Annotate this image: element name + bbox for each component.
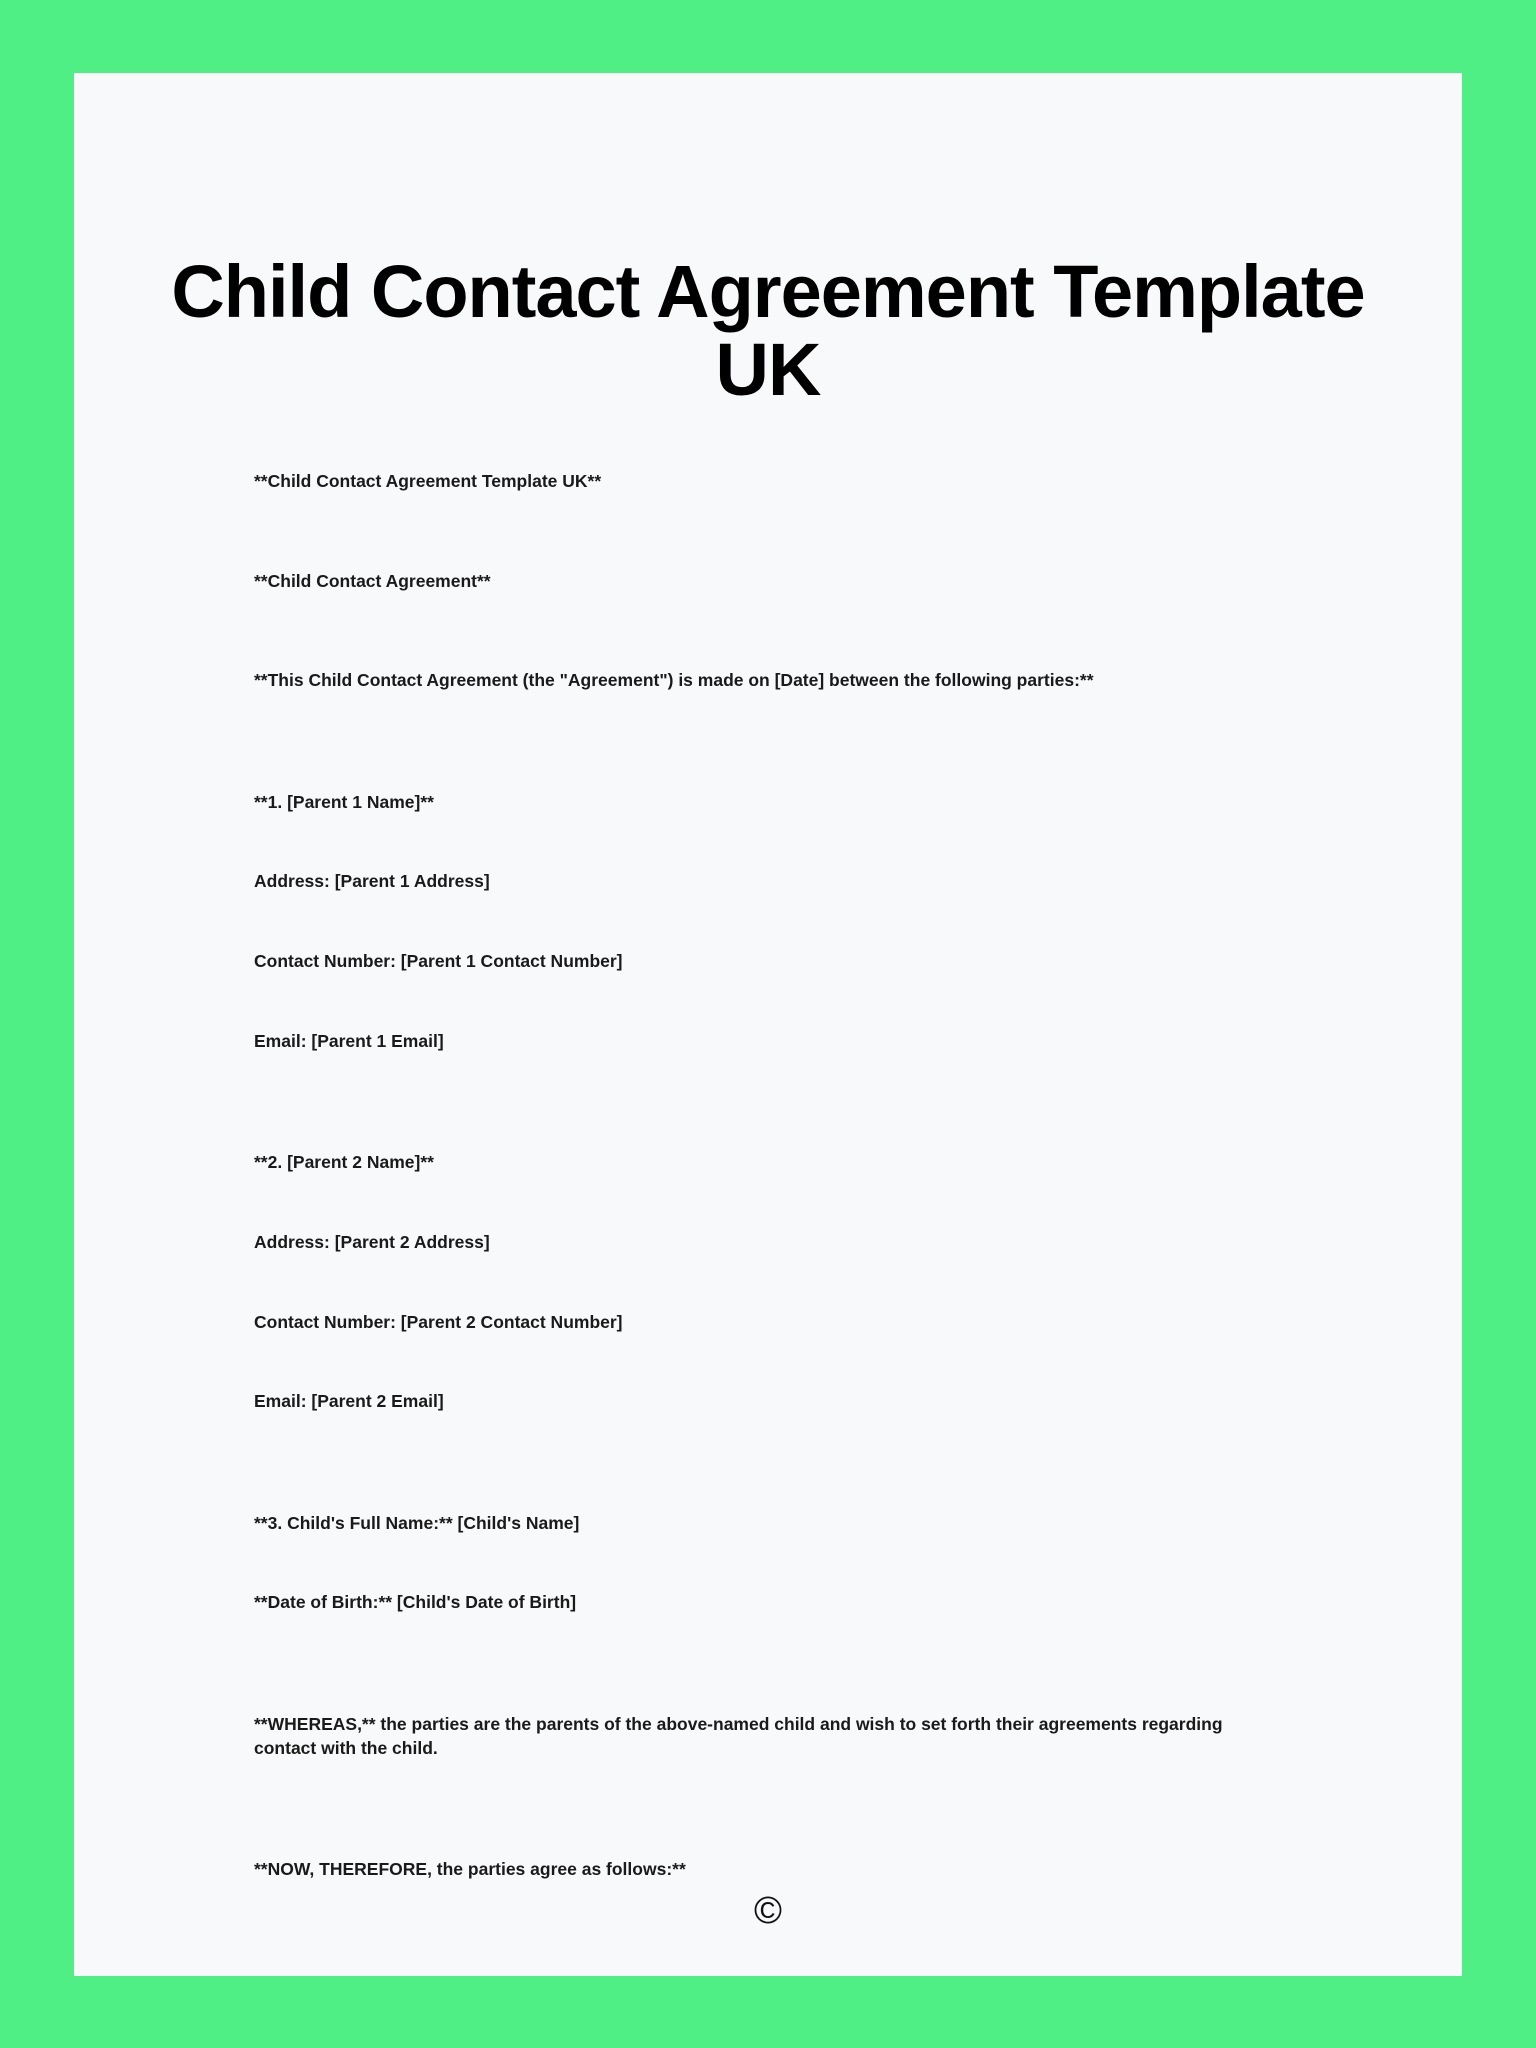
spacer [254, 1535, 1282, 1591]
spacer [254, 1053, 1282, 1151]
spacer [254, 1414, 1282, 1512]
spacer [254, 1255, 1282, 1311]
paragraph: Email: [Parent 2 Email] [254, 1391, 444, 1412]
copyright-icon: © [754, 1890, 782, 1932]
spacer [254, 494, 1282, 570]
spacer [254, 974, 1282, 1030]
spacer [254, 894, 1282, 950]
spacer [254, 693, 1282, 791]
spacer [254, 814, 1282, 870]
spacer [254, 593, 1282, 669]
paragraph: **Child Contact Agreement Template UK** [254, 470, 602, 491]
paragraph: Address: [Parent 2 Address] [254, 1231, 490, 1252]
page-title: Child Contact Agreement Template UK [171, 250, 1365, 412]
spacer [254, 1615, 1282, 1713]
document-page [74, 73, 1462, 1976]
paragraph: **2. [Parent 2 Name]** [254, 1152, 434, 1173]
paragraph: Email: [Parent 1 Email] [254, 1030, 444, 1051]
document-body [74, 410, 1462, 1882]
paragraph: **Child Contact Agreement** [254, 570, 491, 591]
spacer [254, 1175, 1282, 1231]
paragraph: Contact Number: [Parent 2 Contact Number] [254, 1311, 623, 1332]
paragraph: **NOW, THEREFORE, the parties agree as follows:** [254, 1859, 686, 1880]
spacer [254, 1760, 1282, 1858]
paragraph: **This Child Contact Agreement (the "Agreement") is made on [Date] between the following parties:** [254, 670, 1094, 691]
paragraph: **1. [Parent 1 Name]** [254, 791, 434, 812]
paragraph: Contact Number: [Parent 1 Contact Number] [254, 951, 623, 971]
paragraph: **WHEREAS,** the parties are the parents of the above-named child and wish to set forth their agreements regarding contact with the child. [254, 1714, 1223, 1758]
paragraph: Address: [Parent 1 Address] [254, 871, 490, 892]
paragraph: **3. Child's Full Name:** [Child's Name] [254, 1512, 580, 1533]
spacer [254, 1334, 1282, 1390]
paragraph: **Date of Birth:** [Child's Date of Birth] [254, 1592, 577, 1613]
